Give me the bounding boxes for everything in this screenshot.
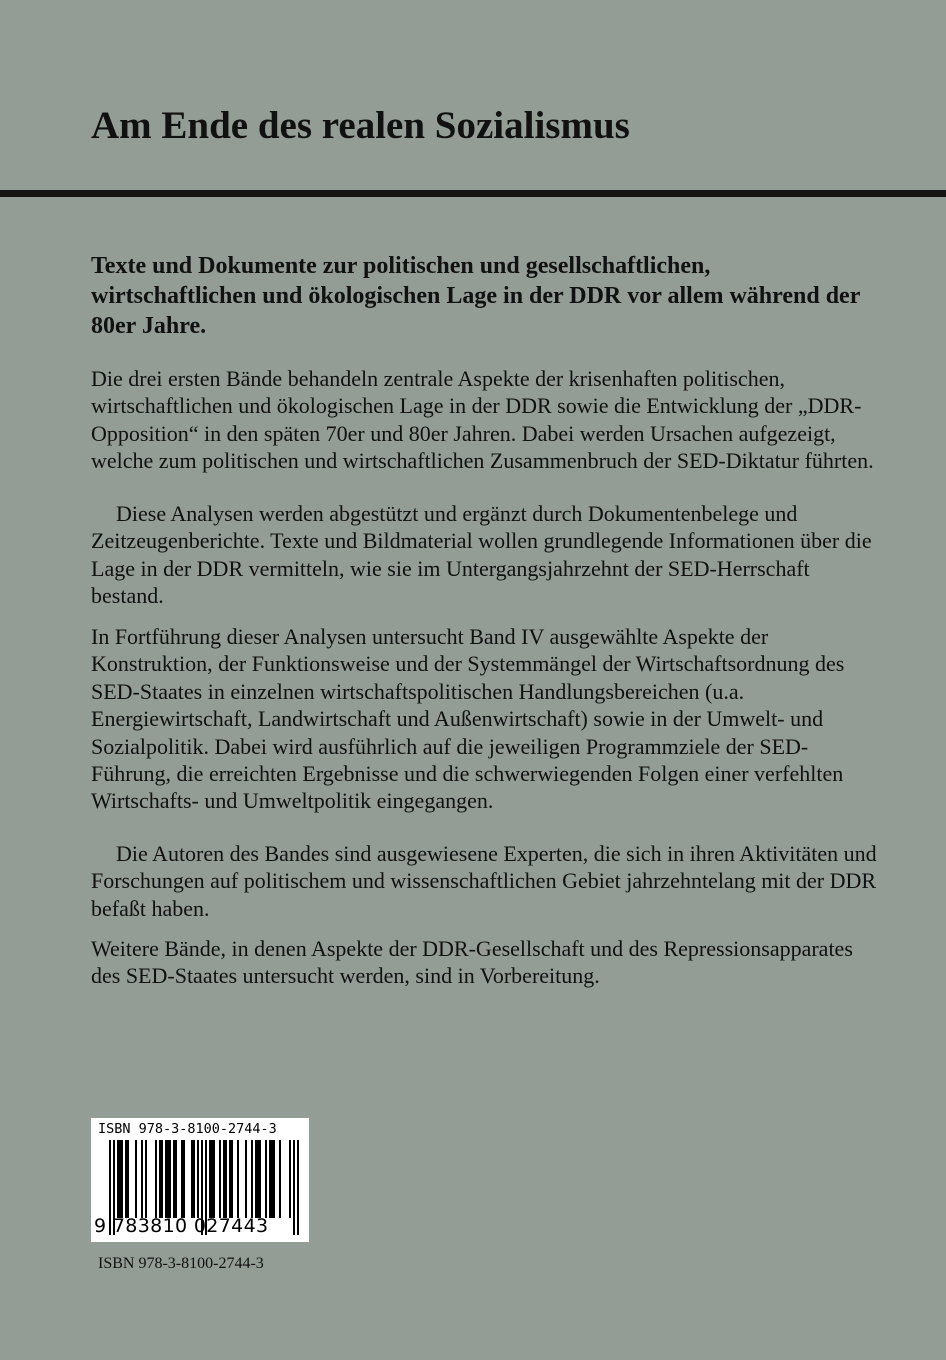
barcode-bar: [197, 1140, 199, 1218]
body-paragraph-4: Die Autoren des Bandes sind ausgewiesene Experten, die sich in ihren Aktivitäten und Forschungen auf politischem und wissenschaftlichen Gebiet jahrzehntelang mit der DDR befaßt haben.: [91, 841, 877, 921]
barcode-bar: [289, 1140, 291, 1218]
barcode-bar: [209, 1140, 215, 1218]
barcode-bar: [265, 1140, 267, 1218]
isbn-barcode: [91, 1118, 309, 1242]
barcode-bar: [145, 1140, 147, 1218]
body-paragraph-3: In Fortführung dieser Analysen untersucht Band IV ausgewählte Aspekte der Konstruktion, der Funktionsweise und der Systemmängel der Wirtschaftsordnung des SED-Staates in einzelnen wirtschaftspolitischen Handlungsbereichen (u.a. Energiewirtschaft, Landwirtschaft und Außenwirtschaft) sowie in der Umwelt- und Sozialpolitik. Dabei wird ausführlich auf die jeweiligen Programmziele der SED-Führung, die erreichten Ergebnisse und die schwerwiegenden Folgen einer verfehlten Wirtschafts- und Umweltpolitik eingegangen.: [91, 624, 845, 814]
barcode-bar: [159, 1140, 163, 1218]
barcode-bar: [279, 1140, 281, 1218]
barcode-bar: [293, 1140, 295, 1235]
barcode-bar: [181, 1140, 185, 1218]
body-paragraph-2: Diese Analysen werden abgestützt und ergänzt durch Dokumentenbelege und Zeitzeugenberichte. Texte und Bildmaterial wollen grundlegende Informationen über die Lage in der DDR vermitteln, wie sie im Untergangsjahrzehnt der SED-Herrschaft bestand.: [91, 501, 872, 609]
barcode-bar: [135, 1140, 137, 1218]
book-title: Am Ende des realen Sozialismus: [91, 104, 630, 147]
isbn-text: ISBN 978-3-8100-2744-3: [98, 1255, 264, 1272]
barcode-bar: [173, 1140, 177, 1218]
barcode-bar: [229, 1140, 233, 1218]
barcode-bar: [269, 1140, 275, 1218]
body-paragraph-1: Die drei ersten Bände behandeln zentrale Aspekte der krisenhaften politischen, wirtschaftlichen und ökologischen Lage in der DDR sowie die Entwicklung der „DDR-Opposition“ in den späten 70er und 80er Jahren. Dabei werden Ursachen aufgezeigt, welche zum politischen und wirtschaftlichen Zusammenbruch der SED-Diktatur führten.: [91, 366, 874, 474]
body-paragraph-5: Weitere Bände, in denen Aspekte der DDR-Gesellschaft und des Repressionsapparates des SED-Staates untersucht werden, sind in Vorbereitung.: [91, 936, 853, 989]
barcode-bar: [125, 1140, 129, 1218]
barcode-bar: [165, 1140, 171, 1218]
barcode-bar: [141, 1140, 143, 1218]
lead-paragraph: Texte und Dokumente zur politischen und gesellschaftlichen, wirtschaftlichen und ökologischen Lage in der DDR vor allem während der 80er Jahre.: [91, 253, 860, 339]
barcode-bar: [245, 1140, 247, 1218]
barcode-isbn-label: ISBN 978-3-8100-2744-3: [98, 1121, 277, 1137]
barcode-bar: [219, 1140, 221, 1218]
barcode-bar: [255, 1140, 261, 1218]
barcode-bar: [191, 1140, 195, 1218]
title-divider: [0, 190, 946, 197]
barcode-bar: [223, 1140, 227, 1218]
barcode-digits: 9 783810 027443: [94, 1215, 269, 1237]
barcode-bar: [237, 1140, 239, 1218]
barcode-bar: [251, 1140, 253, 1218]
barcode-bar: [297, 1140, 299, 1235]
barcode-bar: [117, 1140, 123, 1218]
barcode-bar: [155, 1140, 157, 1218]
